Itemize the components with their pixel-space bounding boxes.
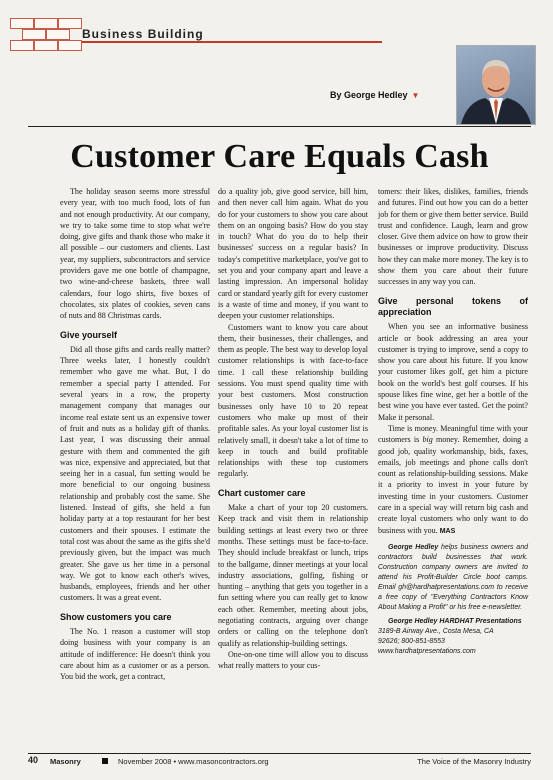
paragraph: do a quality job, give good service, bill him, and then never call him again. What do you do for your customers to show you care about them on an ongoing basis? How do you stay in touch? What do you do to help their businesses' success on a regular basis? In today's competitive marketplace, you've got to set you and your company apart and leave a lasting impression. An impersonal holiday card or standard yearly gift for every customer is a waste of time and money, if you want to deepen your customer relationships. xyxy=(218,187,368,321)
byline-marker: ▼ xyxy=(411,91,420,100)
subhead-show-customers: Show customers you care xyxy=(60,611,172,622)
footer-date-url: November 2008 • www.masoncontractors.org xyxy=(118,757,269,766)
column-1 xyxy=(60,186,210,682)
top-rule xyxy=(28,126,531,127)
paragraph: The holiday season seems more stressful every year, with too much food, lots of fun and not enough productivity. At our company, we try to take some time to stop what we're doing, give gifts and thank those who make it all possible – our customers and clients. Last year, my suppliers, subcontractors and service providers gave me one bottle of champagne, two wine-and-cheese baskets, three wall calendars, four logo shirts, five boxes of chocolates, six plates of cookies, seven cans of nuts and 88 Christmas cards. xyxy=(60,187,210,321)
paragraph: The No. 1 reason a customer will stop doing business with your company is an attitude of indifference: He doesn't think you care about him as a customer or as a person. You bid the work, get a contract, xyxy=(60,626,210,682)
column-3 xyxy=(378,186,528,657)
magazine-name: Masonry xyxy=(50,757,81,766)
paragraph: Time is money. Meaningful time with your customers is big money. Remember, doing a good job, quality workmanship, bids, faxes, emails, job meetings and phone calls don't count as relationship-building sessions. Make it a priority to invest in your future by investing time in your customers. Customer care in a special way will return big cash and create loyal customers who only want to do business with you. MAS xyxy=(378,423,528,535)
footer-tagline: The Voice of the Masonry Industry xyxy=(417,757,531,766)
footer-square-icon xyxy=(102,758,108,764)
author-contact: George Hedley HARDHAT Presentations 3189-B Airway Ave., Costa Mesa, CA 92626; 800-851-8553 www.hardhatpresentations.com xyxy=(378,617,522,655)
byline: By George Hedley ▼ xyxy=(330,90,420,100)
header-rule xyxy=(82,41,382,43)
paragraph: Make a chart of your top 20 customers. Keep track and visit them in relationship building settings at least every two or three months. These settings must be face-to-face. They should include breakfast or lunch, trips to the ballgame, dinner meetings at your local industry associations, golfing, fishing or hunting – anything that gets you together in a fun setting where you can really get to know each other. Remember, meeting about jobs, negotiating contracts, arguing over change orders or calling on the telephone don't qualify as relationship-building settings. xyxy=(218,503,368,648)
end-mark: MAS xyxy=(439,527,456,535)
paragraph: tomers: their likes, dislikes, families, friends and futures. Find out how you can do a better job for them or give them better service. Build trust and confidence. Laugh, learn and grow closer. Give them advice on how to grow their businesses or improve productivity. Discuss how they can make more money. The key is to show them you care about their future successes in any way you can. xyxy=(378,187,528,287)
author-photo xyxy=(456,45,536,125)
paragraph: Did all those gifts and cards really matter? Three weeks later, I honestly couldn't remember who gave me what. But, I do remember a special party I attended. For several years in a row, the property management company that manages our income real estate sent us an expensive tower of fruit and nuts as a holiday gift of thanks. Last year, I was discussing their annual gesture with them and commented the gift was nice, expensive and appreciated, but that seeing her in a casual, fun setting would be more beneficial to our ongoing business relationship and probably cost the same. She listened. Instead of gifts, she held a fun holiday party at a top restaurant for her best customers and their spouses. I estimate the total cost was about the same as the gifts she'd previously given, but the impact was much greater. She gave us her time in a personal way. We got to know each other's wives, husbands, employees, friends and her other customers. It was a great event. xyxy=(60,344,210,603)
website-link[interactable]: www.hardhatpresentations.com xyxy=(378,647,476,655)
headline: Customer Care Equals Cash xyxy=(70,138,489,175)
section-title: Business Building xyxy=(82,27,204,41)
author-bio: George Hedley helps business owners and contractors build businesses that work. Construction company owners are invited to attend his Profit-Builder Circle boot camps. Email gh@hardhatpresentations.com to receive a free copy of "Everything Contractors Know About Making a Profit" or his free e-newsletter. xyxy=(378,543,528,611)
footer-rule xyxy=(28,753,531,754)
subhead-personal-tokens: Give personal tokens of appreciation xyxy=(378,295,528,317)
subhead-chart-customer-care: Chart customer care xyxy=(218,487,306,498)
subhead-give-yourself: Give yourself xyxy=(60,329,118,340)
paragraph: When you see an informative business article or book addressing an area your customer is trying to improve, send a copy to show you care about his future. If you know your customer likes golf, get him a picture book on the world's best golf courses. If his spouse likes fine wine, get her a bottle of the best wine you have ever tasted. Get the point? Make it personal. xyxy=(378,322,528,422)
page-number: 40 xyxy=(28,755,39,765)
paragraph: Customers want to know you care about them, their businesses, their challenges, and them as people. The best way to develop loyal customer relationships is with face-to-face time. I call these relationship building sessions. You must spend quality time with your best customers. Most construction businesses only have 10 to 20 repeat customers who make up most of their profitable sales. As your loyal customer list is relatively small, it doesn't take a lot of time to keep in touch and build profitable relationships with these top customers regularly. xyxy=(218,322,368,479)
column-2 xyxy=(218,186,368,671)
paragraph: One-on-one time will allow you to discuss what really matters to your cus- xyxy=(218,649,368,671)
